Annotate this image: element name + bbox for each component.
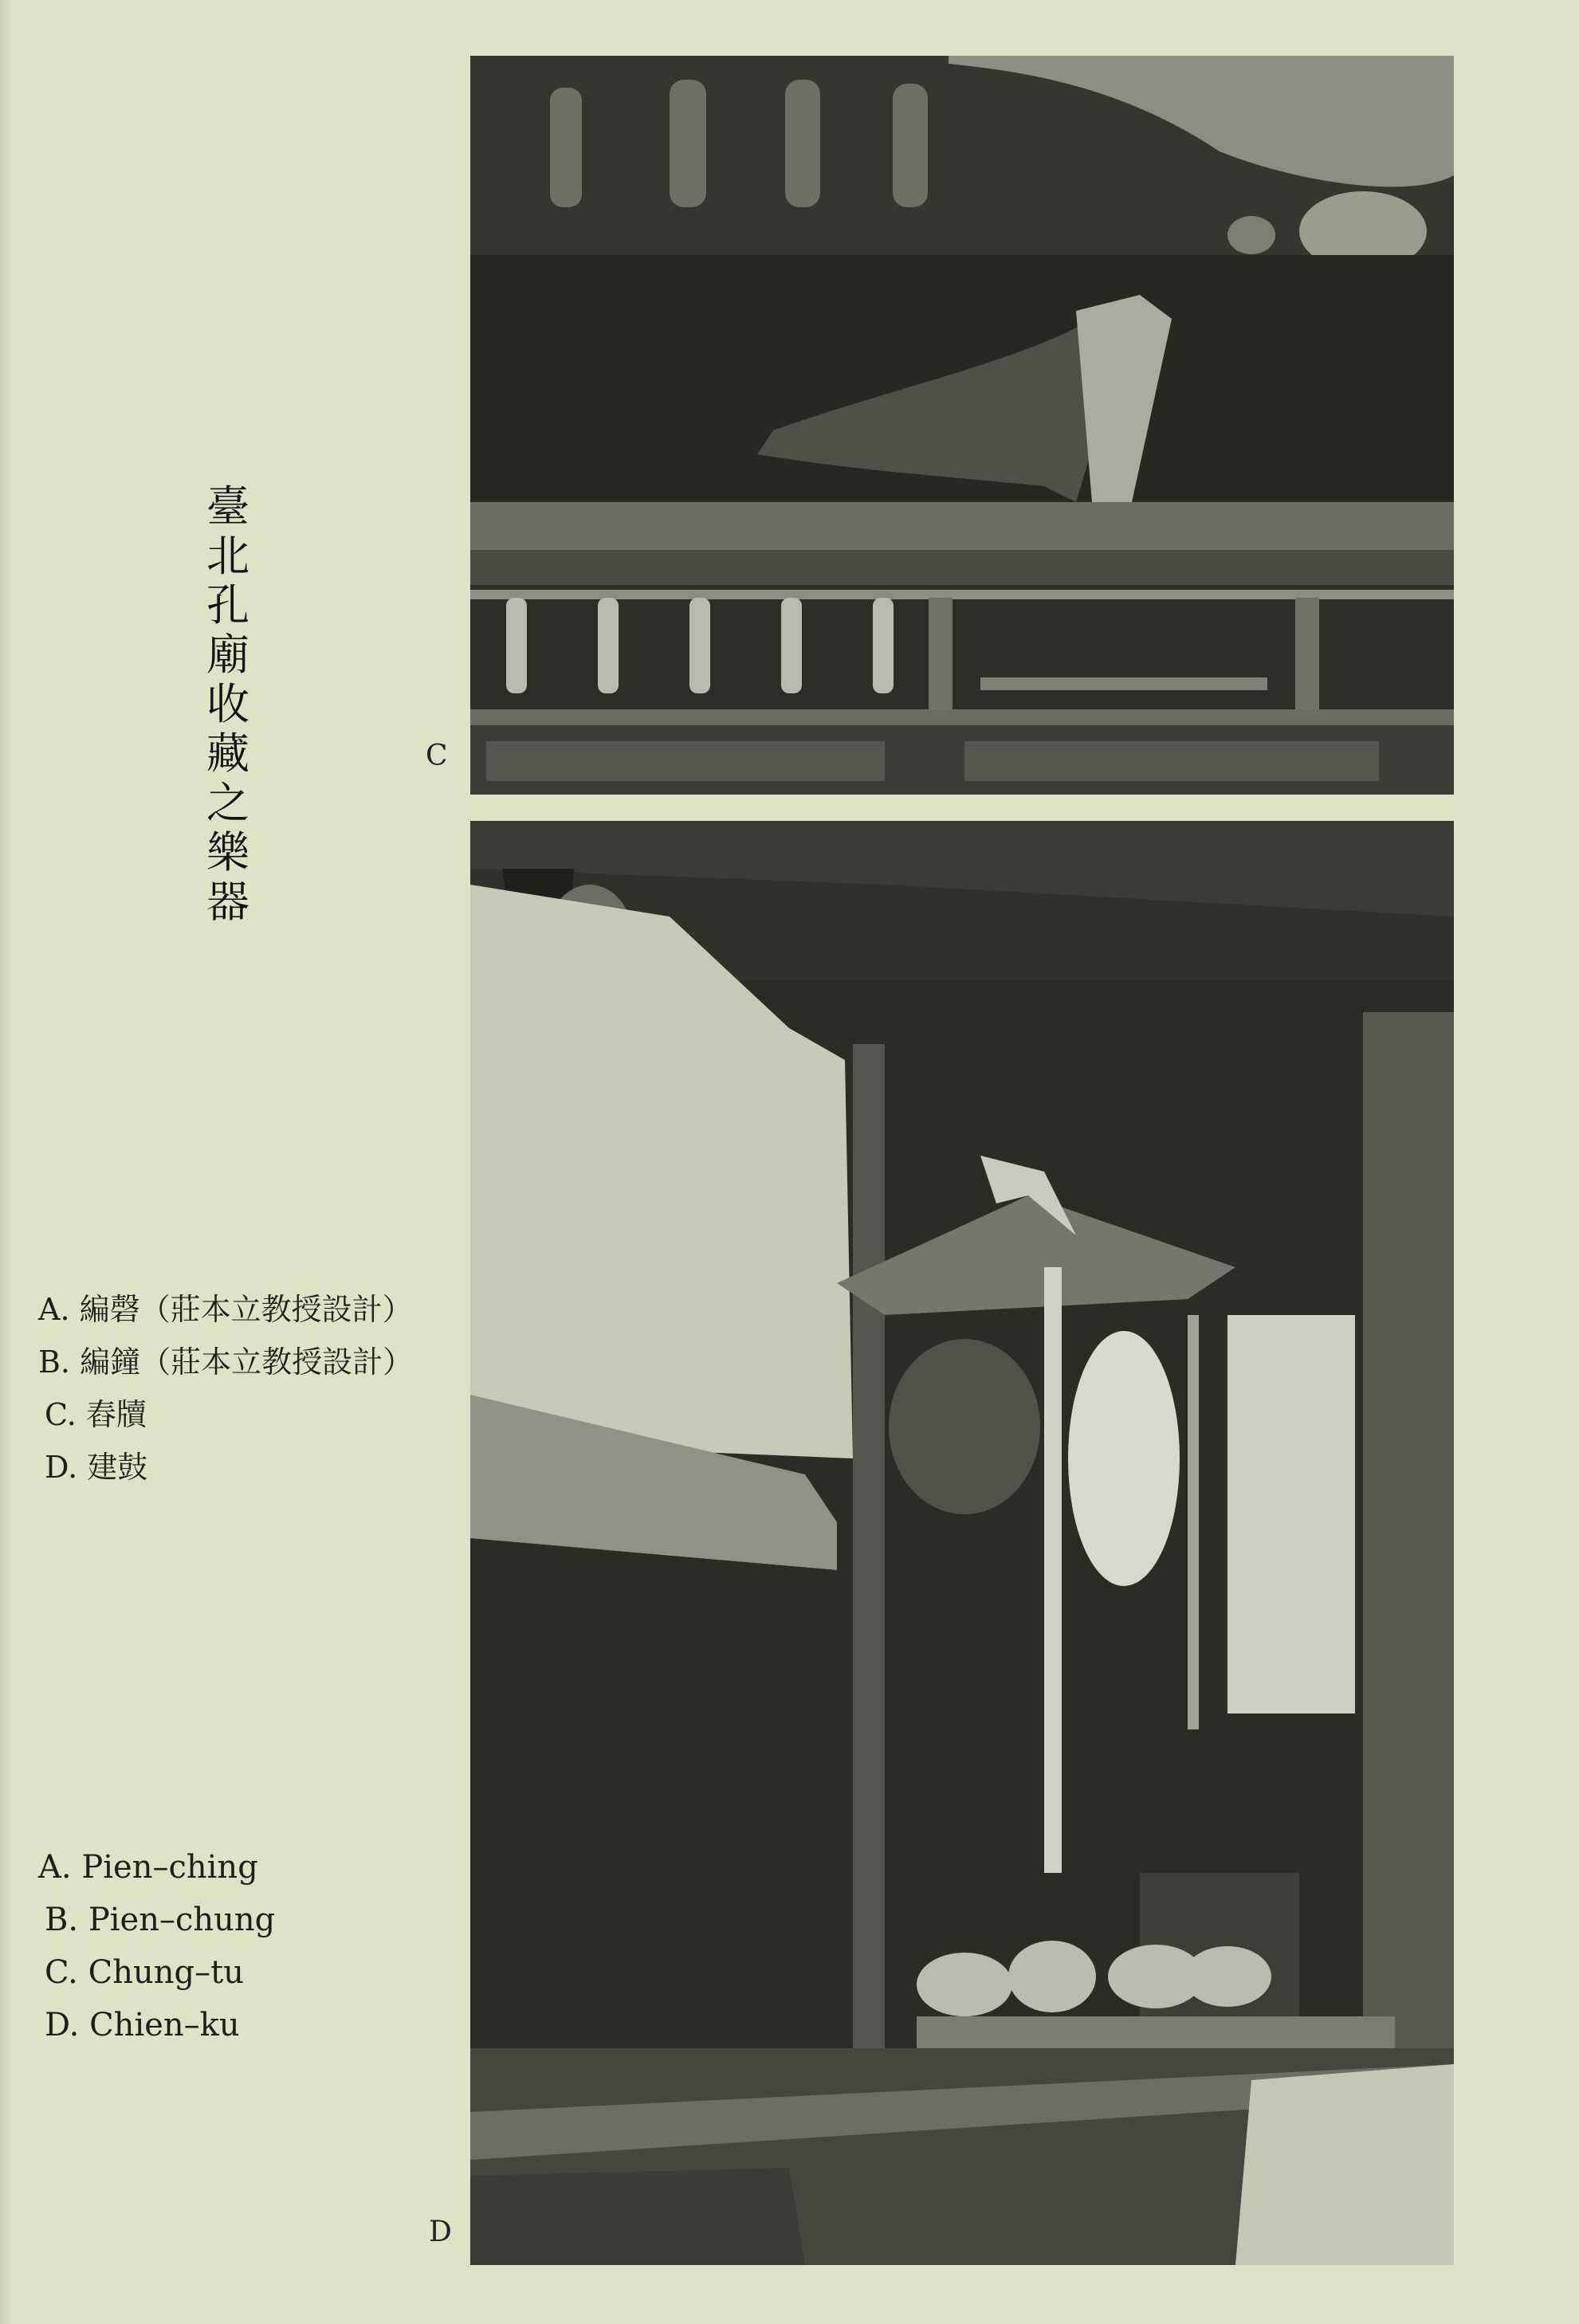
photo-d-chien-ku [470, 821, 1454, 2265]
title-char: 樂 [206, 827, 249, 877]
drum-head [1068, 1331, 1180, 1586]
title-char: 廟 [206, 630, 249, 680]
vertical-title [202, 482, 253, 927]
photo-c-label: C [426, 740, 448, 772]
photo-c-image [470, 56, 1454, 795]
title-char: 收 [206, 679, 249, 729]
title-char: 器 [206, 877, 249, 927]
photo-c-chung-tu [470, 56, 1454, 795]
caption-list-english [38, 1841, 275, 2051]
caption-item: C. 舂牘 [45, 1397, 147, 1432]
caption-item: D. Chien–ku [45, 2007, 240, 2043]
title-char: 臺 [206, 481, 249, 532]
caption-item: A. Pien–ching [38, 1849, 258, 1886]
photo-d-label: D [429, 2216, 452, 2248]
title-char: 北 [206, 531, 249, 581]
caption-item: B. 編鐘（莊本立教授設計） [38, 1345, 414, 1380]
title-char: 孔 [206, 580, 249, 630]
page-edge [0, 0, 11, 2324]
title-char: 藏 [206, 728, 249, 779]
caption-list-chinese [38, 1283, 413, 1494]
drum-body [889, 1339, 1040, 1514]
caption-item: C. Chung–tu [45, 1954, 244, 1991]
caption-item: B. Pien–chung [45, 1902, 276, 1938]
caption-item: D. 建鼓 [45, 1450, 148, 1485]
title-char: 之 [206, 778, 249, 828]
photo-d-image [470, 821, 1454, 2265]
caption-item: A. 編磬（莊本立教授設計） [38, 1292, 413, 1327]
